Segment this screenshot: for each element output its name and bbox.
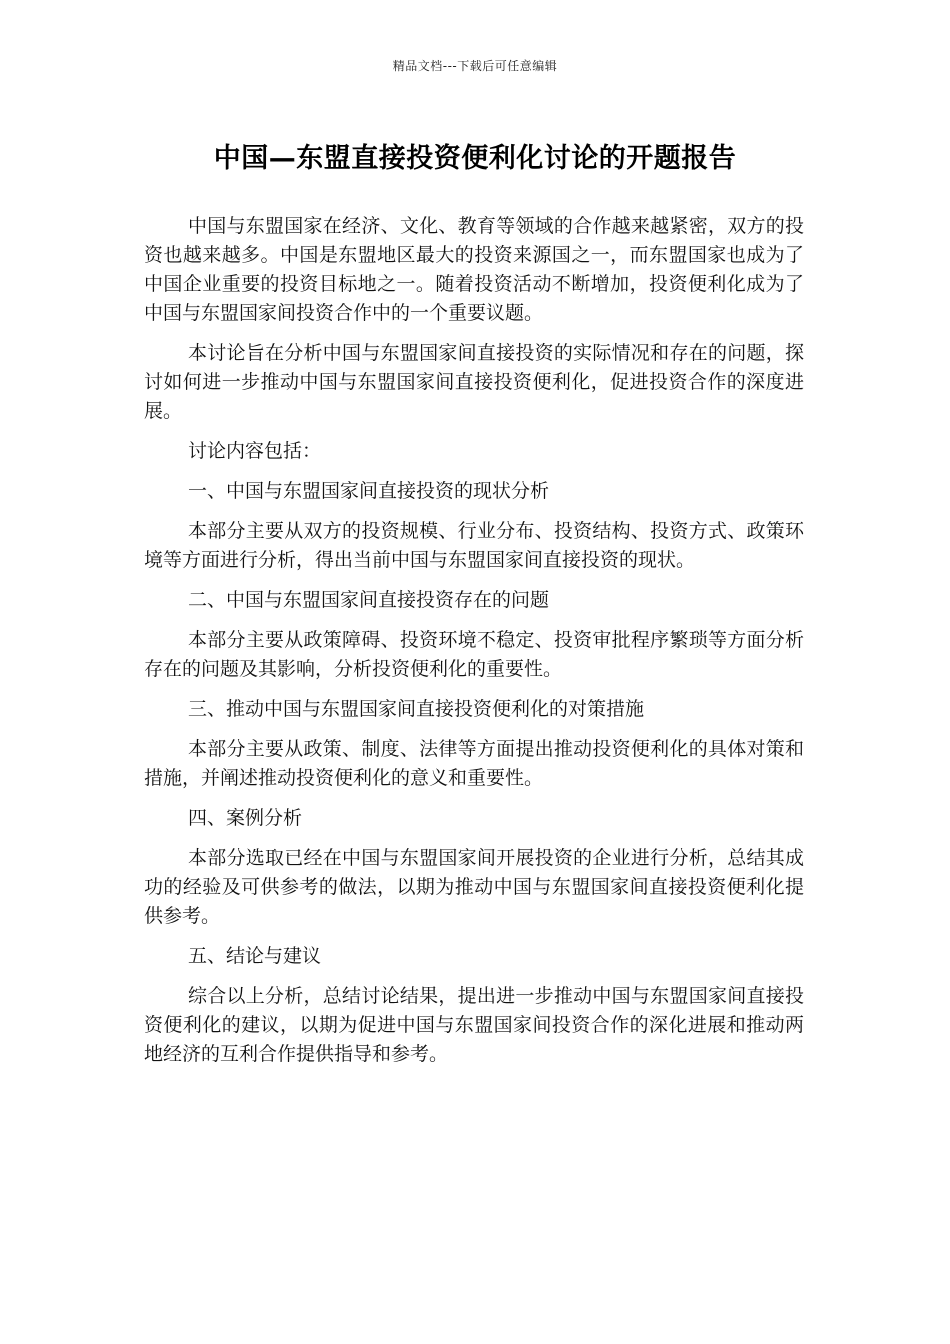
section-body-4: 本部分选取已经在中国与东盟国家间开展投资的企业进行分析，总结其成功的经验及可供参考的做法，以期为推动中国与东盟国家间直接投资便利化提供参考。	[144, 847, 804, 927]
section-body-3: 本部分主要从政策、制度、法律等方面提出推动投资便利化的具体对策和措施，并阐述推动投资便利化的意义和重要性。	[144, 738, 804, 789]
intro-paragraph: 中国与东盟国家在经济、文化、教育等领域的合作越来越紧密，双方的投资也越来越多。中国是东盟地区最大的投资来源国之一，而东盟国家也成为了中国企业重要的投资目标地之一。随着投资活动不断增加，投资便利化成为了中国与东盟国家间投资合作中的一个重要议题。	[144, 215, 804, 324]
section-heading-1: 一、中国与东盟国家间直接投资的现状分析	[188, 480, 550, 502]
header-note: 精品文档---下载后可任意编辑	[392, 59, 558, 73]
document-title: 中国—东盟直接投资便利化讨论的开题报告	[213, 143, 737, 174]
contents-intro: 讨论内容包括：	[188, 440, 322, 462]
section-body-2: 本部分主要从政策障碍、投资环境不稳定、投资审批程序繁琐等方面分析存在的问题及其影响，分析投资便利化的重要性。	[144, 629, 804, 680]
section-heading-4: 四、案例分析	[188, 807, 303, 829]
document-body	[144, 212, 804, 1080]
section-heading-3: 三、推动中国与东盟国家间直接投资便利化的对策措施	[188, 698, 645, 720]
section-body-5: 综合以上分析，总结讨论结果，提出进一步推动中国与东盟国家间直接投资便利化的建议，以期为促进中国与东盟国家间投资合作的深化进展和推动两地经济的互利合作提供指导和参考。	[144, 985, 804, 1065]
section-heading-5: 五、结论与建议	[188, 945, 322, 967]
purpose-paragraph: 本讨论旨在分析中国与东盟国家间直接投资的实际情况和存在的问题，探讨如何进一步推动中国与东盟国家间直接投资便利化，促进投资合作的深度进展。	[144, 342, 804, 422]
section-body-1: 本部分主要从双方的投资规模、行业分布、投资结构、投资方式、政策环境等方面进行分析，得出当前中国与东盟国家间直接投资的现状。	[144, 520, 804, 571]
section-heading-2: 二、中国与东盟国家间直接投资存在的问题	[188, 589, 550, 611]
